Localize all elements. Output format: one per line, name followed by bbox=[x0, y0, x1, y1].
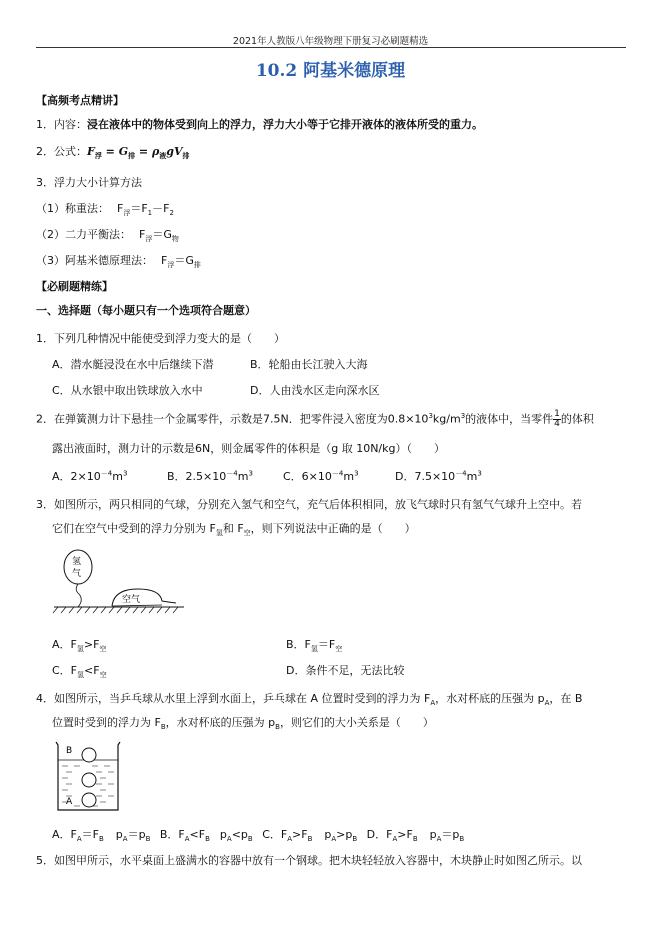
header-divider bbox=[36, 47, 626, 48]
point-2-label: 2．公式： bbox=[36, 145, 87, 158]
point-1-text: 浸在液体中的物体受到向上的浮力，浮力大小等于它排开液体的液体所受的重力。 bbox=[87, 118, 483, 131]
section-key-points: 【高频考点精讲】 bbox=[36, 94, 124, 107]
hydrogen-label-1: 氢 bbox=[72, 557, 82, 567]
q3-option-d: D．条件不足，无法比较 bbox=[286, 664, 405, 677]
point-1-label: 1．内容： bbox=[36, 118, 87, 131]
method-balance: （2）二力平衡法： $F_浮=G_物$ bbox=[36, 228, 179, 244]
q2-option-a: A．$2\times 10^{-4}m^3$ bbox=[52, 469, 128, 483]
q3-stem-line1: 3．如图所示，两只相同的气球，分别充入氢气和空气，充气后体积相同，放飞气球时只有氢气气球升上空中。若 bbox=[36, 498, 582, 511]
point-3: 3．浮力大小计算方法 bbox=[36, 176, 142, 189]
page-title: 10.2 阿基米德原理 bbox=[255, 61, 406, 81]
q3-option-a: A．$F_氢>F_空$ bbox=[52, 638, 107, 654]
q1-option-c: C．从水银中取出铁球放入水中 bbox=[52, 384, 203, 397]
section-multiple-choice: 一、选择题（每小题只有一个选项符合题意） bbox=[36, 304, 256, 317]
position-a-label: A bbox=[66, 797, 73, 807]
air-label: 空气 bbox=[122, 595, 141, 605]
method-archimedes: （3）阿基米德原理法： $F_浮=G_排$ bbox=[36, 254, 201, 270]
point-2-formula: 2．公式：$F_浮 = G_排 = \rho_液gV_排$ bbox=[36, 145, 190, 161]
q3-option-b: B．$F_氢=F_空$ bbox=[286, 638, 343, 654]
point-1 bbox=[36, 116, 483, 132]
q4-option-b: B．$F_A<F_B$ $p_A<p_B$ bbox=[159, 828, 253, 844]
position-b-label: B bbox=[66, 746, 73, 756]
method-weighing: （1）称重法： $F_浮=F_1-F_2$ bbox=[36, 202, 174, 218]
page-header: 2021年人教版八年级物理下册复习必刷题精选 bbox=[232, 36, 429, 47]
q1-option-a: A．潜水艇浸没在水中后继续下潜 bbox=[52, 358, 214, 371]
hydrogen-label-2: 气 bbox=[72, 569, 82, 579]
q4-option-d: D．$F_A>F_B$ $p_A=p_B$ bbox=[366, 828, 465, 844]
q2-option-c: C．$6\times 10^{-4}m^3$ bbox=[283, 469, 359, 483]
ground-hatch bbox=[53, 607, 184, 613]
q4-stem-line2: 位置时受到的浮力为 $F_B$，水对杯底的压强为 $p_B$，则它们的大小关系是（ ） bbox=[52, 716, 434, 732]
q3-balloon-figure bbox=[50, 545, 190, 620]
q2-stem-line1: 2．在弹簧测力计下悬挂一个金属零件，示数是7.5N．把零件浸入密度为$0.8\times 10^3kg/m^3$的液体中，当零件 $\frac{1}{4}$ 的体积 bbox=[36, 409, 594, 429]
q4-option-a: A．$F_A=F_B$ $p_A=p_B$ bbox=[52, 828, 151, 844]
q2-option-b: B．$2.5\times 10^{-4}m^3$ bbox=[167, 469, 253, 483]
fraction-one-quarter: $\frac{1}{4}$ bbox=[554, 409, 560, 429]
hydrogen-balloon-icon bbox=[64, 550, 92, 607]
section-practice: 【必刷题精练】 bbox=[36, 280, 113, 293]
air-balloon-icon bbox=[112, 589, 176, 606]
q4-stem-line1: 4．如图所示，当乒乓球从水里上浮到水面上，乒乓球在 A 位置时受到的浮力为 $F_A$，水对杯底的压强为 $p_A$，在 B bbox=[36, 692, 583, 708]
q1-option-b: B．轮船由长江驶入大海 bbox=[250, 358, 368, 371]
q4-options bbox=[52, 826, 464, 843]
q2-stem-line2: 露出液面时，测力计的示数是6N，则金属零件的体积是（g 取 10N/kg）（ ） bbox=[52, 442, 445, 455]
q1-option-d: D．人由浅水区走向深水区 bbox=[250, 384, 380, 397]
q1-stem: 1．下列几种情况中能使受到浮力变大的是（ ） bbox=[36, 332, 285, 345]
q2-option-d: D．$7.5\times 10^{-4}m^3$ bbox=[395, 469, 482, 483]
q4-option-c: C．$F_A>F_B$ $p_A>p_B$ bbox=[262, 828, 358, 844]
q3-stem-line2: 它们在空气中受到的浮力分别为 $F_氢$和 $F_空$，则下列说法中正确的是（ ） bbox=[52, 522, 416, 538]
q3-option-c: C．$F_氢<F_空$ bbox=[52, 664, 107, 680]
q4-beaker-figure bbox=[52, 738, 124, 814]
ping-pong-ball-icon bbox=[82, 748, 96, 807]
q5-stem-line1: 5．如图甲所示，水平桌面上盛满水的容器中放有一个钢球。把木块轻轻放入容器中，木块静止时如图乙所示。以 bbox=[36, 854, 582, 867]
